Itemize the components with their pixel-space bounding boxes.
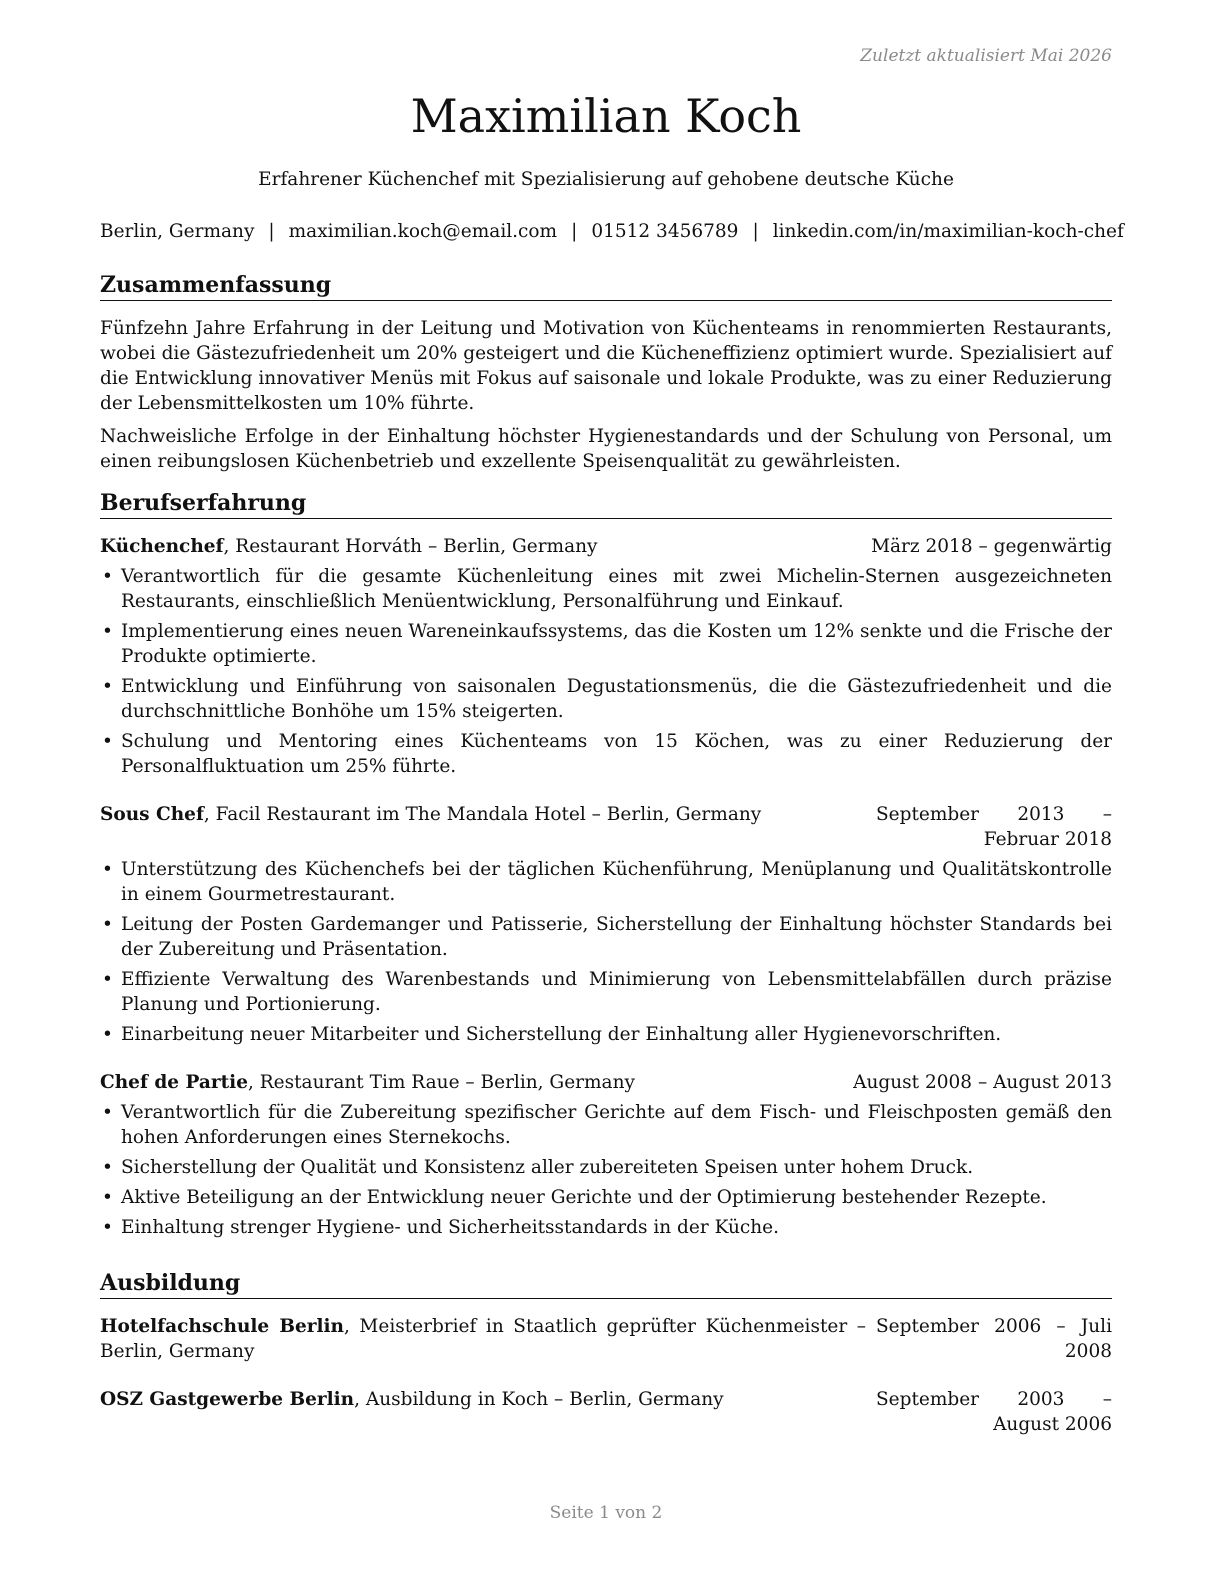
list-item: • Einarbeitung neuer Mitarbeiter und Sicherstellung der Einhaltung aller Hygienevorschriften.: [100, 1022, 1112, 1047]
job-dates: September 2013 – Februar 2018: [876, 804, 1112, 850]
contact-phone: 01512 3456789: [591, 221, 739, 242]
degree-info: , Ausbildung in Koch – Berlin, Germany: [354, 1389, 724, 1410]
job-bullets: [100, 564, 1112, 779]
school-name: OSZ Gastgewerbe Berlin: [100, 1389, 355, 1410]
list-item: • Schulung und Mentoring eines Küchenteams von 15 Köchen, was zu einer Reduzierung der Personalfluktuation um 25% führte.: [100, 729, 1112, 779]
list-item: • Effiziente Verwaltung des Warenbestands und Minimierung von Lebensmittelabfällen durch präzise Planung und Portionierung.: [100, 967, 1112, 1017]
summary-paragraph: Nachweisliche Erfolge in der Einhaltung höchster Hygienestandards und der Schulung von Personal, um einen reibungslosen Küchenbetrieb und exzellente Speisenqualität zu gewährleisten.: [100, 426, 1112, 472]
job-header: [100, 1070, 1112, 1095]
experience-section: [100, 488, 1112, 1245]
job-entry: [100, 534, 1112, 779]
education-entry: [100, 1314, 1112, 1364]
job-bullets: [100, 857, 1112, 1047]
contact-location: Berlin, Germany: [100, 221, 255, 242]
job-employer: , Facil Restaurant im The Mandala Hotel – Berlin, Germany: [203, 804, 762, 825]
job-title: Chef de Partie: [100, 1072, 248, 1093]
list-item: • Implementierung eines neuen Wareneinkaufssystems, das die Kosten um 12% senkte und die Frische der Produkte optimierte.: [100, 619, 1112, 669]
education-dates: September 2006 – Juli 2008: [876, 1316, 1112, 1362]
list-item: • Einhaltung strenger Hygiene- und Sicherheitsstandards in der Küche.: [100, 1215, 1112, 1240]
resume-page: [100, 0, 1124, 1584]
education-heading: Ausbildung: [100, 1268, 1112, 1299]
summary-section: [100, 270, 1112, 474]
job-title: Sous Chef: [100, 804, 204, 825]
job-entry: [100, 802, 1112, 1047]
list-item: • Sicherstellung der Qualität und Konsistenz aller zubereiteten Speisen unter hohem Druck.: [100, 1155, 1112, 1180]
job-dates: August 2008 – August 2013: [853, 1072, 1112, 1093]
experience-heading: Berufserfahrung: [100, 488, 1112, 519]
education-section: [100, 1268, 1112, 1437]
page-number: Seite 1 von 2: [549, 1503, 663, 1523]
contact-linkedin[interactable]: linkedin.com/in/maximilian-koch-chef: [772, 221, 1124, 242]
contact-email[interactable]: maximilian.koch@email.com: [288, 221, 558, 242]
job-title: Küchenchef: [100, 536, 224, 557]
degree-info: , Meisterbrief in Staatlich geprüfter Küchenmeister – Berlin, Germany: [100, 1316, 866, 1362]
contact-separator: |: [752, 221, 759, 242]
job-entry: [100, 1070, 1112, 1240]
education-dates: September 2003 – August 2006: [876, 1389, 1112, 1435]
job-employer: , Restaurant Tim Raue – Berlin, Germany: [247, 1072, 635, 1093]
job-employer: , Restaurant Horváth – Berlin, Germany: [223, 536, 598, 557]
job-header: [100, 534, 1112, 559]
job-dates: März 2018 – gegenwärtig: [871, 536, 1112, 557]
list-item: • Aktive Beteiligung an der Entwicklung neuer Gerichte und der Optimierung bestehender Rezepte.: [100, 1185, 1112, 1210]
contact-separator: |: [571, 221, 578, 242]
candidate-name: Maximilian Koch: [410, 89, 802, 143]
job-header: [100, 802, 1112, 852]
last-updated: Zuletzt aktualisiert Mai 2026: [860, 46, 1112, 66]
tagline: Erfahrener Küchenchef mit Spezialisierung auf gehobene deutsche Küche: [258, 169, 954, 190]
summary-paragraph: Fünfzehn Jahre Erfahrung in der Leitung und Motivation von Küchenteams in renommierten Restaurants, wobei die Gästezufriedenheit um 20% gesteigert und die Kücheneffizienz optimiert wurde. Spezialisiert auf die Entwicklung innovativer Menüs mit Fokus auf saisonale und lokale Produkte, was zu einer Reduzierung der Lebensmittelkosten um 10% führte.: [100, 318, 1112, 414]
list-item: • Verantwortlich für die Zubereitung spezifischer Gerichte auf dem Fisch- und Fleischposten gemäß den hohen Anforderungen eines Sternekochs.: [100, 1100, 1112, 1150]
contact-separator: |: [268, 221, 275, 242]
contact-line: [100, 219, 1124, 244]
education-entry: [100, 1387, 1112, 1437]
school-name: Hotelfachschule Berlin: [100, 1316, 344, 1337]
summary-heading: Zusammenfassung: [100, 270, 1112, 301]
job-bullets: [100, 1100, 1112, 1240]
list-item: • Entwicklung und Einführung von saisonalen Degustationsmenüs, die die Gästezufriedenheit und die durchschnittliche Bonhöhe um 15% steigerten.: [100, 674, 1112, 724]
list-item: • Unterstützung des Küchenchefs bei der täglichen Küchenführung, Menüplanung und Qualitätskontrolle in einem Gourmetrestaurant.: [100, 857, 1112, 907]
list-item: • Leitung der Posten Gardemanger und Patisserie, Sicherstellung der Einhaltung höchster Standards bei der Zubereitung und Präsentation.: [100, 912, 1112, 962]
list-item: • Verantwortlich für die gesamte Küchenleitung eines mit zwei Michelin-Sternen ausgezeichneten Restaurants, einschließlich Menüentwicklung, Personalführung und Einkauf.: [100, 564, 1112, 614]
